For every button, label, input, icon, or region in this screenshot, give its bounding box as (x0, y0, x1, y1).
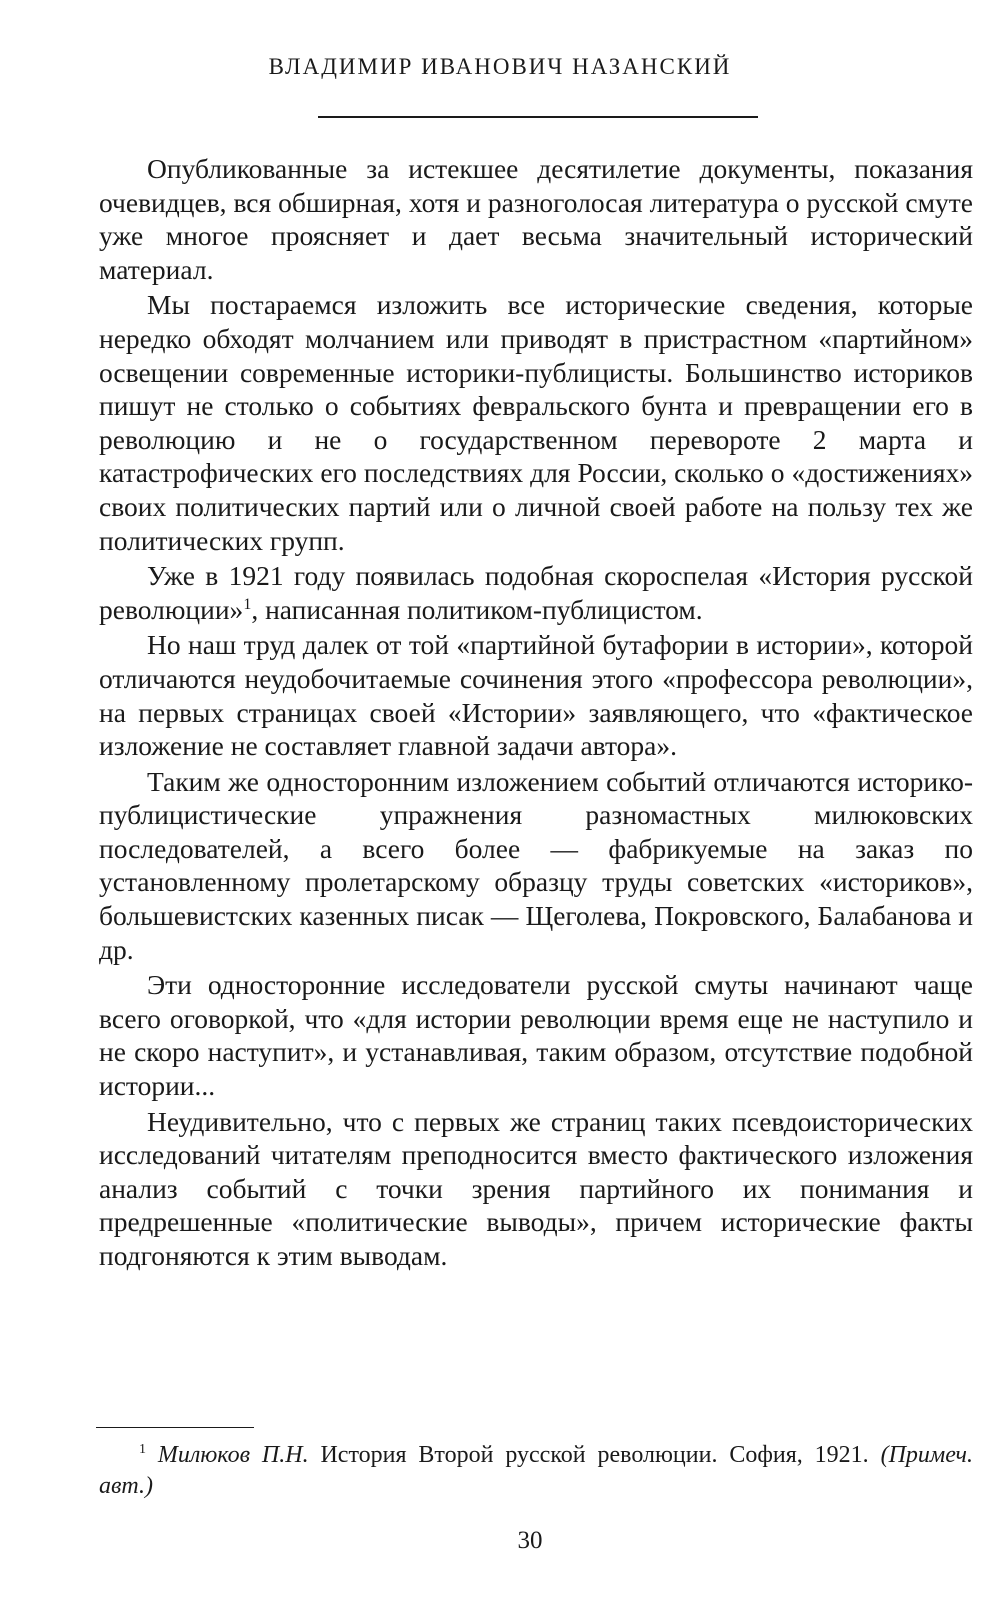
main-text (99, 152, 973, 1275)
paragraph-3-tail: , написанная политиком-публицистом. (251, 593, 703, 625)
footnote-reference[interactable]: 1 (243, 595, 252, 613)
paragraph-6: Эти односторонние исследователи русской смуты начинают чаще всего оговоркой, что «для истории революции время еще не наступило и не скоро наступит», и устанавливая, таким образом, отсутствие подобной истории... (99, 969, 973, 1102)
paragraph-4: Но наш труд далек от той «партийной бутафории в истории», которой отличаются неудобочитаемые сочинения этого «профессора революции», на первых страницах своей «Истории» заявляющего, что «фактическое изложение не составляет главной задачи автора». (99, 629, 973, 762)
paragraph-3-text: Уже в 1921 году появилась подобная скороспелая «История русской революции» (99, 560, 973, 625)
footnote-text (99, 1440, 973, 1502)
running-header: ВЛАДИМИР ИВАНОВИЧ НАЗАНСКИЙ (268, 54, 732, 79)
paragraph-7: Неудивительно, что с первых же страниц таких псевдоисторических исследований читателям преподносится вместо фактического изложения анализ событий с точки зрения партийного их понимания и предрешенные «политические выводы», причем исторические факты подгоняются к этим выводам. (99, 1105, 973, 1271)
paragraph-3 (99, 559, 973, 626)
footnote-mark: 1 (139, 1442, 146, 1457)
footnote-author: Милюков П.Н. (157, 1442, 309, 1468)
footnote-note: (Примеч. авт.) (99, 1442, 974, 1499)
paragraph-2: Мы постараемся изложить все исторические сведения, которые нередко обходят молчанием или приводят в пристрастном «партийном» освещении современные историки-публицисты. Большинство историков пишут не столько о событиях февральского бунта и превращении его в революцию и не о государственном перевороте 2 марта и катастрофических его последствиях для России, сколько о «достижениях» своих политических партий или о личной своей работе на пользу тех же политических групп. (99, 289, 973, 556)
paragraph-1: Опубликованные за истекшее десятилетие документы, показания очевидцев, вся обширная, хотя и разноголосая литература о русской смуте уже многое проясняет и дает весьма значительный исторический материал. (99, 153, 973, 285)
footnote (99, 1440, 973, 1502)
page-number: 30 (517, 1527, 543, 1554)
footnote-title: История Второй русской революции. София, 1921. (308, 1442, 881, 1468)
footnote-rule (96, 1427, 254, 1428)
header-rule (318, 116, 758, 118)
paragraph-5: Таким же односторонним изложением событий отличаются историко-публицистические упражнения разномастных милюковских последователей, а всего более — фабрикуемые на заказ по установленному пролетарскому образцу труды советских «историков», большевистских казенных писак — Щеголева, Покровского, Балабанова и др. (99, 765, 973, 965)
